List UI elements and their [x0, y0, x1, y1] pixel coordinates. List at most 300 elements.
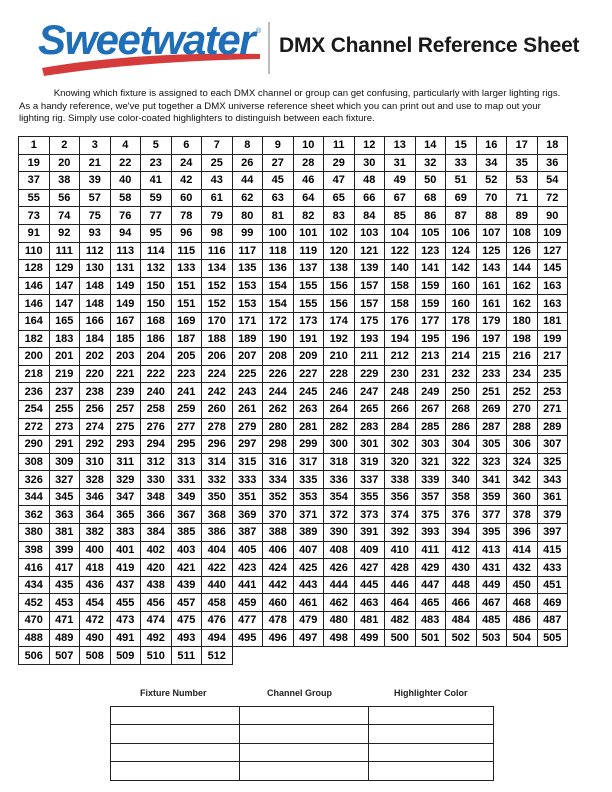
- channel-row: [19, 559, 568, 577]
- channel-cell: 244: [263, 383, 294, 401]
- channel-cell: 447: [415, 576, 446, 594]
- channel-cell: 198: [507, 330, 538, 348]
- channel-cell: 145: [537, 260, 568, 278]
- channel-cell: 60: [171, 189, 202, 207]
- channel-cell: 194: [385, 330, 416, 348]
- channel-cell: 137: [293, 260, 324, 278]
- channel-cell: 209: [293, 348, 324, 366]
- channel-cell: 253: [537, 383, 568, 401]
- channel-cell: 110: [19, 242, 50, 260]
- channel-cell: 222: [141, 365, 172, 383]
- channel-group-cell[interactable]: [240, 743, 369, 761]
- channel-cell: 254: [19, 400, 50, 418]
- channel-cell: 245: [293, 383, 324, 401]
- channel-cell: 349: [171, 488, 202, 506]
- channel-cell: 212: [385, 348, 416, 366]
- channel-cell: 295: [171, 436, 202, 454]
- channel-cell: 143: [476, 260, 507, 278]
- channel-cell: 54: [537, 172, 568, 190]
- channel-cell: 149: [110, 295, 141, 313]
- channel-cell: 174: [324, 312, 355, 330]
- channel-group-cell[interactable]: [240, 762, 369, 780]
- channel-row: [19, 524, 568, 542]
- channel-cell: 468: [507, 594, 538, 612]
- channel-cell: 157: [354, 277, 385, 295]
- channel-group-cell[interactable]: [240, 707, 369, 725]
- channel-cell: 38: [49, 172, 80, 190]
- channel-cell: 238: [80, 383, 111, 401]
- channel-cell: 167: [110, 312, 141, 330]
- channel-cell: 313: [171, 453, 202, 471]
- channel-cell: 34: [476, 154, 507, 172]
- channel-cell: 401: [110, 541, 141, 559]
- channel-cell: 41: [141, 172, 172, 190]
- fixture-number-cell[interactable]: [111, 725, 240, 743]
- channel-cell: 256: [80, 400, 111, 418]
- channel-cell: 96: [171, 224, 202, 242]
- channel-cell: 47: [324, 172, 355, 190]
- channel-cell: 307: [537, 436, 568, 454]
- channel-cell: 239: [110, 383, 141, 401]
- channel-cell: 183: [49, 330, 80, 348]
- legend-header-fixture-number: Fixture Number: [140, 688, 207, 698]
- channel-cell: 286: [446, 418, 477, 436]
- channel-cell: 353: [293, 488, 324, 506]
- channel-cell: 472: [80, 612, 111, 630]
- channel-cell: 25: [202, 154, 233, 172]
- channel-row: [19, 576, 568, 594]
- channel-cell: 335: [293, 471, 324, 489]
- channel-cell: 436: [80, 576, 111, 594]
- channel-cell: 220: [80, 365, 111, 383]
- channel-cell: 73: [19, 207, 50, 225]
- channel-cell: 55: [19, 189, 50, 207]
- channel-cell: 442: [263, 576, 294, 594]
- logo-wordmark: Sweetwater: [38, 16, 255, 63]
- channel-cell: 249: [415, 383, 446, 401]
- channel-cell: 358: [446, 488, 477, 506]
- highlighter-color-cell[interactable]: [369, 743, 494, 761]
- channel-cell: 155: [293, 277, 324, 295]
- channel-row: [19, 612, 568, 630]
- channel-cell: 323: [476, 453, 507, 471]
- channel-cell: 467: [476, 594, 507, 612]
- channel-cell: 267: [415, 400, 446, 418]
- channel-cell: 275: [110, 418, 141, 436]
- channel-cell: 57: [80, 189, 111, 207]
- channel-cell: 156: [324, 295, 355, 313]
- channel-cell: 330: [141, 471, 172, 489]
- channel-cell: 356: [385, 488, 416, 506]
- channel-cell: 181: [537, 312, 568, 330]
- channel-cell: 49: [385, 172, 416, 190]
- channel-cell: 505: [537, 629, 568, 647]
- channel-cell: 65: [324, 189, 355, 207]
- channel-cell: 13: [385, 137, 416, 155]
- channel-cell: 132: [141, 260, 172, 278]
- channel-cell: 381: [49, 524, 80, 542]
- channel-cell: 309: [49, 453, 80, 471]
- channel-group-cell[interactable]: [240, 725, 369, 743]
- channel-cell: 398: [19, 541, 50, 559]
- channel-cell: 370: [263, 506, 294, 524]
- channel-cell: 231: [415, 365, 446, 383]
- channel-cell: 40: [110, 172, 141, 190]
- channel-cell: 303: [415, 436, 446, 454]
- channel-cell: 161: [476, 295, 507, 313]
- channel-cell: 156: [324, 277, 355, 295]
- channel-cell: 344: [19, 488, 50, 506]
- channel-cell: 408: [324, 541, 355, 559]
- channel-cell: 406: [263, 541, 294, 559]
- channel-cell: 453: [49, 594, 80, 612]
- channel-row: [19, 383, 568, 401]
- channel-cell: 229: [354, 365, 385, 383]
- channel-cell: 12: [354, 137, 385, 155]
- channel-cell: 155: [293, 295, 324, 313]
- channel-cell: 32: [415, 154, 446, 172]
- channel-cell: 118: [263, 242, 294, 260]
- channel-cell: 428: [385, 559, 416, 577]
- channel-cell: 413: [476, 541, 507, 559]
- channel-cell: 382: [80, 524, 111, 542]
- logo-registered-mark: ®: [256, 28, 262, 35]
- channel-cell: 80: [232, 207, 263, 225]
- channel-cell: 393: [415, 524, 446, 542]
- channel-cell: 369: [232, 506, 263, 524]
- intro-text: [12, 88, 602, 126]
- channel-cell: 322: [446, 453, 477, 471]
- channel-cell: 443: [293, 576, 324, 594]
- channel-cell: 190: [263, 330, 294, 348]
- channel-cell: 314: [202, 453, 233, 471]
- channel-cell: 294: [141, 436, 172, 454]
- channel-cell: 389: [293, 524, 324, 542]
- channel-cell: 420: [141, 559, 172, 577]
- channel-cell: 225: [232, 365, 263, 383]
- channel-cell: 125: [476, 242, 507, 260]
- channel-cell: 153: [232, 295, 263, 313]
- channel-cell: 171: [232, 312, 263, 330]
- channel-cell: 371: [293, 506, 324, 524]
- channel-cell: 88: [476, 207, 507, 225]
- channel-cell: 365: [110, 506, 141, 524]
- channel-cell: 479: [293, 612, 324, 630]
- channel-cell: 45: [263, 172, 294, 190]
- channel-cell: 208: [263, 348, 294, 366]
- channel-cell: 445: [354, 576, 385, 594]
- channel-cell: 270: [507, 400, 538, 418]
- channel-cell: 405: [232, 541, 263, 559]
- channel-cell: 101: [293, 224, 324, 242]
- channel-cell: 264: [324, 400, 355, 418]
- channel-cell: 421: [171, 559, 202, 577]
- channel-cell: 338: [385, 471, 416, 489]
- channel-cell: 192: [324, 330, 355, 348]
- channel-cell: 121: [354, 242, 385, 260]
- channel-cell: 495: [232, 629, 263, 647]
- channel-cell: 402: [141, 541, 172, 559]
- channel-cell: 24: [171, 154, 202, 172]
- channel-cell: 204: [141, 348, 172, 366]
- channel-cell: 63: [263, 189, 294, 207]
- channel-cell: 288: [507, 418, 538, 436]
- channel-cell: 509: [110, 647, 141, 665]
- channel-cell: 368: [202, 506, 233, 524]
- channel-cell: 400: [80, 541, 111, 559]
- channel-cell: 20: [49, 154, 80, 172]
- channel-cell: 119: [293, 242, 324, 260]
- channel-cell: 100: [263, 224, 294, 242]
- channel-cell: 375: [415, 506, 446, 524]
- channel-cell: 326: [19, 471, 50, 489]
- channel-cell: 279: [232, 418, 263, 436]
- channel-cell: 53: [507, 172, 538, 190]
- channel-cell: 481: [354, 612, 385, 630]
- channel-cell: 150: [141, 277, 172, 295]
- channel-cell: 427: [354, 559, 385, 577]
- channel-cell: 383: [110, 524, 141, 542]
- channel-cell: 159: [415, 277, 446, 295]
- channel-cell: 265: [354, 400, 385, 418]
- channel-cell: 161: [476, 277, 507, 295]
- channel-cell: 180: [507, 312, 538, 330]
- channel-cell: 512: [202, 647, 233, 665]
- fixture-number-cell[interactable]: [111, 707, 240, 725]
- channel-cell: 191: [293, 330, 324, 348]
- intro-line-2: As a handy reference, we've put together a DMX universe reference sheet which you can print out and use to map out your: [19, 100, 541, 112]
- channel-cell: 226: [263, 365, 294, 383]
- channel-cell: 77: [141, 207, 172, 225]
- channel-cell: 448: [446, 576, 477, 594]
- channel-cell: 48: [354, 172, 385, 190]
- channel-cell: 280: [263, 418, 294, 436]
- legend-row: [111, 725, 494, 743]
- channel-cell: 37: [19, 172, 50, 190]
- channel-cell: 317: [293, 453, 324, 471]
- channel-cell: 434: [19, 576, 50, 594]
- channel-cell: 202: [80, 348, 111, 366]
- channel-cell: 325: [537, 453, 568, 471]
- channel-cell: 395: [476, 524, 507, 542]
- channel-cell: 129: [49, 260, 80, 278]
- channel-cell: 285: [415, 418, 446, 436]
- channel-row: [19, 260, 568, 278]
- highlighter-color-cell[interactable]: [369, 762, 494, 780]
- channel-cell: 187: [171, 330, 202, 348]
- channel-cell: 474: [141, 612, 172, 630]
- channel-cell: 126: [507, 242, 538, 260]
- channel-cell: 108: [507, 224, 538, 242]
- channel-cell: 308: [19, 453, 50, 471]
- channel-cell: 252: [507, 383, 538, 401]
- channel-cell: 122: [385, 242, 416, 260]
- channel-cell: 359: [476, 488, 507, 506]
- channel-cell: 394: [446, 524, 477, 542]
- channel-cell: 417: [49, 559, 80, 577]
- channel-row: [19, 330, 568, 348]
- highlighter-color-cell[interactable]: [369, 725, 494, 743]
- channel-cell: 463: [354, 594, 385, 612]
- channel-cell: 218: [19, 365, 50, 383]
- channel-cell: 165: [49, 312, 80, 330]
- channel-cell: 107: [476, 224, 507, 242]
- channel-cell: 170: [202, 312, 233, 330]
- channel-cell: 306: [507, 436, 538, 454]
- channel-cell: 302: [385, 436, 416, 454]
- channel-cell: 387: [232, 524, 263, 542]
- channel-cell: 27: [263, 154, 294, 172]
- channel-cell: 437: [110, 576, 141, 594]
- channel-cell: 230: [385, 365, 416, 383]
- channel-cell: 269: [476, 400, 507, 418]
- channel-cell: 374: [385, 506, 416, 524]
- fixture-number-cell[interactable]: [111, 762, 240, 780]
- header: [0, 0, 612, 80]
- channel-cell: 162: [507, 277, 538, 295]
- channel-cell: 223: [171, 365, 202, 383]
- channel-cell: 271: [537, 400, 568, 418]
- channel-cell: 214: [446, 348, 477, 366]
- channel-cell: 130: [80, 260, 111, 278]
- intro-line-3: lighting rig. Simply use color-coated highlighters to distinguish between each fixture.: [19, 113, 375, 124]
- channel-cell: 457: [171, 594, 202, 612]
- channel-cell: 1: [19, 137, 50, 155]
- legend-table: [110, 706, 494, 781]
- channel-cell: 64: [293, 189, 324, 207]
- channel-cell: 456: [141, 594, 172, 612]
- channel-cell: 377: [476, 506, 507, 524]
- channel-cell: 380: [19, 524, 50, 542]
- channel-cell: 348: [141, 488, 172, 506]
- channel-cell: 440: [202, 576, 233, 594]
- channel-cell: 189: [232, 330, 263, 348]
- channel-cell: 56: [49, 189, 80, 207]
- channel-cell: 18: [537, 137, 568, 155]
- channel-cell: 184: [80, 330, 111, 348]
- channel-cell: 241: [171, 383, 202, 401]
- channel-cell: 460: [263, 594, 294, 612]
- channel-cell: 14: [415, 137, 446, 155]
- channel-cell: 386: [202, 524, 233, 542]
- channel-row: [19, 488, 568, 506]
- channel-cell: 446: [385, 576, 416, 594]
- channel-cell: 504: [507, 629, 538, 647]
- channel-cell: 339: [415, 471, 446, 489]
- channel-cell: 11: [324, 137, 355, 155]
- legend-header-channel-group: Channel Group: [267, 688, 332, 698]
- channel-cell: 7: [202, 137, 233, 155]
- channel-cell: 28: [293, 154, 324, 172]
- channel-cell: 328: [80, 471, 111, 489]
- channel-row: [19, 189, 568, 207]
- channel-cell: 15: [446, 137, 477, 155]
- fixture-number-cell[interactable]: [111, 743, 240, 761]
- channel-row: [19, 506, 568, 524]
- channel-cell: 152: [202, 295, 233, 313]
- channel-cell: 10: [293, 137, 324, 155]
- channel-cell: 260: [202, 400, 233, 418]
- channel-cell: 86: [415, 207, 446, 225]
- channel-cell: 134: [202, 260, 233, 278]
- channel-cell: 343: [537, 471, 568, 489]
- channel-cell: 350: [202, 488, 233, 506]
- channel-cell: 367: [171, 506, 202, 524]
- channel-cell: 262: [263, 400, 294, 418]
- channel-row: [19, 453, 568, 471]
- channel-cell: 425: [293, 559, 324, 577]
- channel-cell: 33: [446, 154, 477, 172]
- channel-cell: 487: [537, 612, 568, 630]
- channel-cell: 444: [324, 576, 355, 594]
- channel-cell: 22: [110, 154, 141, 172]
- channel-cell: 459: [232, 594, 263, 612]
- channel-cell: 17: [507, 137, 538, 155]
- channel-cell: 157: [354, 295, 385, 313]
- channel-row: [19, 172, 568, 190]
- channel-cell: 87: [446, 207, 477, 225]
- channel-cell: 272: [19, 418, 50, 436]
- channel-cell: 116: [202, 242, 233, 260]
- channel-cell: 44: [232, 172, 263, 190]
- channel-cell: 42: [171, 172, 202, 190]
- channel-cell: 407: [293, 541, 324, 559]
- channel-cell: 289: [537, 418, 568, 436]
- channel-cell: 78: [171, 207, 202, 225]
- channel-cell: 268: [446, 400, 477, 418]
- channel-row: [19, 400, 568, 418]
- channel-cell: 149: [110, 277, 141, 295]
- channel-cell: 352: [263, 488, 294, 506]
- channel-cell: 503: [476, 629, 507, 647]
- channel-cell: 228: [324, 365, 355, 383]
- highlighter-color-cell[interactable]: [369, 707, 494, 725]
- channel-cell: 305: [476, 436, 507, 454]
- channel-cell: 292: [80, 436, 111, 454]
- channel-cell: 278: [202, 418, 233, 436]
- channel-cell: 429: [415, 559, 446, 577]
- empty-cell: [293, 647, 324, 665]
- channel-cell: 379: [537, 506, 568, 524]
- channel-cell: 391: [354, 524, 385, 542]
- channel-cell: 240: [141, 383, 172, 401]
- channel-cell: 210: [324, 348, 355, 366]
- channel-cell: 485: [476, 612, 507, 630]
- channel-cell: 154: [263, 277, 294, 295]
- channel-cell: 71: [507, 189, 538, 207]
- channel-cell: 85: [385, 207, 416, 225]
- channel-cell: 392: [385, 524, 416, 542]
- channel-cell: 454: [80, 594, 111, 612]
- empty-cell: [446, 647, 477, 665]
- channel-cell: 235: [537, 365, 568, 383]
- channel-cell: 93: [80, 224, 111, 242]
- channel-cell: 465: [415, 594, 446, 612]
- channel-cell: 507: [49, 647, 80, 665]
- channel-cell: 193: [354, 330, 385, 348]
- channel-cell: 321: [415, 453, 446, 471]
- channel-cell: 342: [507, 471, 538, 489]
- channel-cell: 138: [324, 260, 355, 278]
- channel-cell: 336: [324, 471, 355, 489]
- channel-cell: 475: [171, 612, 202, 630]
- channel-cell: 164: [19, 312, 50, 330]
- sweetwater-logo: [38, 18, 263, 80]
- channel-cell: 211: [354, 348, 385, 366]
- channel-cell: 510: [141, 647, 172, 665]
- channel-cell: 89: [507, 207, 538, 225]
- channel-cell: 274: [80, 418, 111, 436]
